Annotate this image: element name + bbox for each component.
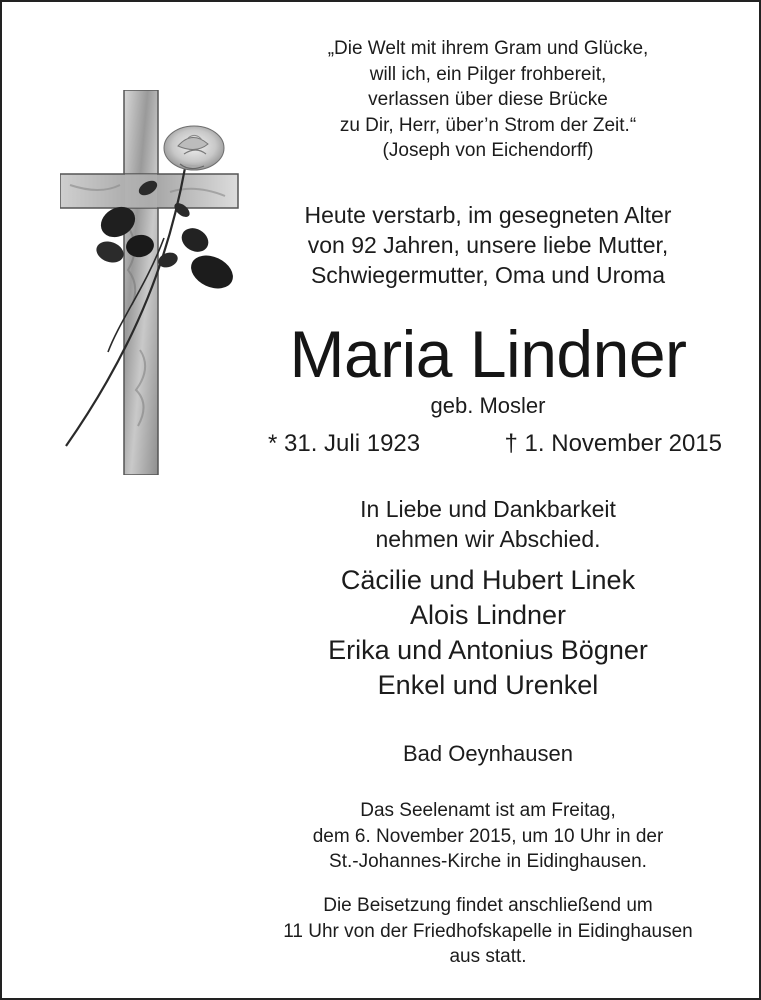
mourners-list bbox=[248, 563, 728, 703]
maiden-name: geb. Mosler bbox=[430, 393, 546, 418]
mourner-entry: Enkel und Urenkel bbox=[377, 670, 599, 700]
death-announcement bbox=[248, 200, 728, 290]
mourner-entry: Cäcilie und Hubert Linek bbox=[340, 565, 636, 595]
quote-line: zu Dir, Herr, über’n Strom der Zeit.“ bbox=[339, 114, 637, 136]
burial-line: 11 Uhr von der Friedhofskapelle in Eidinghausen bbox=[283, 920, 693, 942]
burial-info bbox=[248, 893, 728, 970]
requiem-info bbox=[248, 798, 728, 875]
intro-line: von 92 Jahren, unsere liebe Mutter, bbox=[307, 232, 669, 258]
poem-quote bbox=[248, 36, 728, 164]
birth-date: * 31. Juli 1923 bbox=[268, 430, 421, 457]
deceased-name: Maria Lindner bbox=[289, 317, 687, 391]
service-line: Das Seelenamt ist am Freitag, bbox=[360, 800, 616, 821]
death-date: † 1. November 2015 bbox=[504, 430, 722, 457]
quote-line: „Die Welt mit ihrem Gram und Glücke, bbox=[327, 38, 649, 59]
service-line: dem 6. November 2015, um 10 Uhr in der bbox=[312, 825, 664, 847]
mourner-entry: Alois Lindner bbox=[409, 600, 567, 630]
farewell-text bbox=[248, 494, 728, 554]
farewell-line: nehmen wir Abschied. bbox=[375, 526, 601, 552]
intro-line: Schwiegermutter, Oma und Uroma bbox=[310, 262, 666, 288]
service-line: St.-Johannes-Kirche in Eidinghausen. bbox=[329, 851, 647, 872]
burial-line: Die Beisetzung findet anschließend um bbox=[323, 895, 653, 916]
quote-line: will ich, ein Pilger frohbereit, bbox=[369, 63, 607, 85]
intro-line: Heute verstarb, im gesegneten Alter bbox=[304, 202, 672, 228]
place: Bad Oeynhausen bbox=[402, 741, 574, 766]
quote-author: (Joseph von Eichendorff) bbox=[382, 140, 594, 161]
farewell-line: In Liebe und Dankbarkeit bbox=[360, 496, 616, 522]
quote-line: verlassen über diese Brücke bbox=[368, 89, 608, 110]
cross-with-rose-image bbox=[60, 90, 240, 475]
mourner-entry: Erika und Antonius Bögner bbox=[328, 635, 648, 665]
burial-line: aus statt. bbox=[449, 946, 527, 967]
